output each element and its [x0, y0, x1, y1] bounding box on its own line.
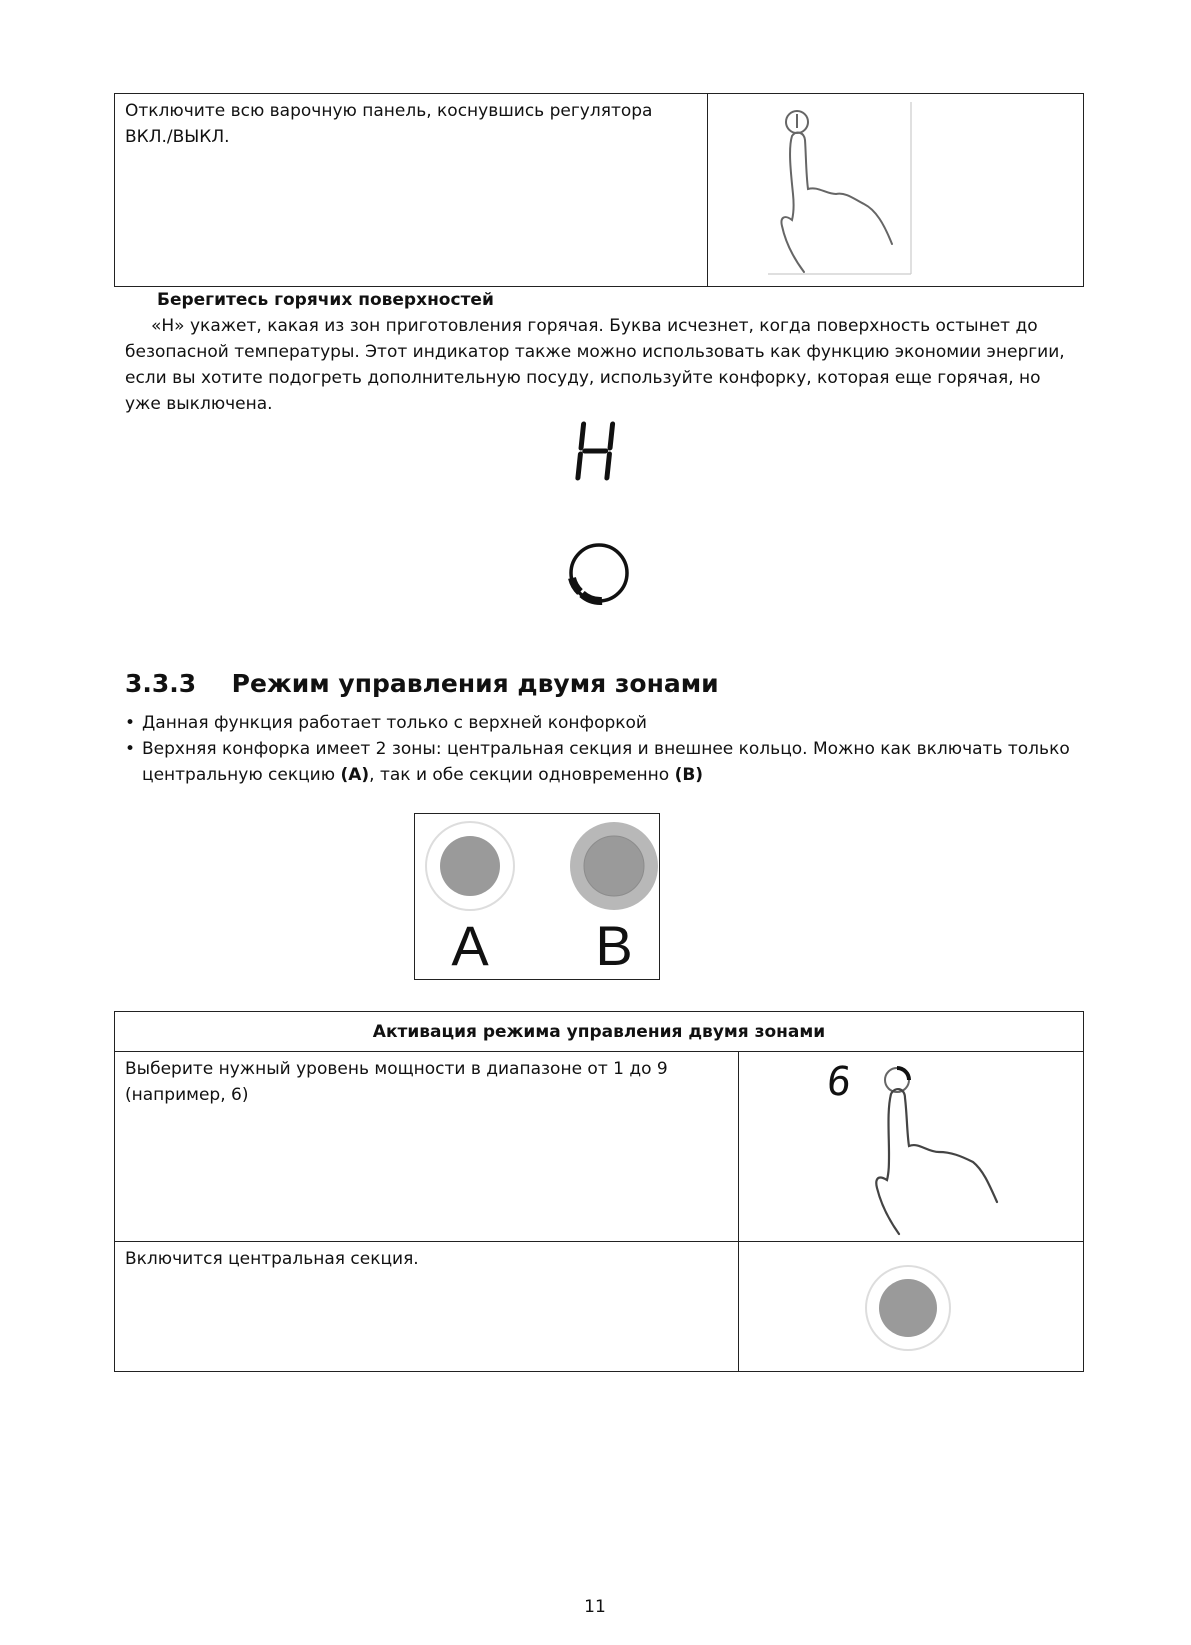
zone-a-label: A: [451, 914, 489, 977]
power-icon: [786, 111, 808, 133]
step-text-center-on: Включится центральная секция.: [125, 1249, 419, 1269]
zone-b-icon: [570, 822, 658, 910]
section-heading: [125, 668, 719, 700]
step-cell: [115, 1052, 739, 1242]
step-illustration-cell: [739, 1242, 1084, 1372]
onoff-instruction-table: [114, 93, 1084, 287]
hot-ring-icon: [566, 540, 632, 606]
pointing-hand-icon: [876, 1089, 997, 1234]
bullet-text-1: Данная функция работает только с верхней конфоркой: [142, 713, 647, 733]
dual-zone-activation-table: [114, 1011, 1084, 1372]
illustration-cell: [707, 94, 1083, 287]
instruction-cell: [115, 94, 708, 287]
finger-touch-power-illustration: [708, 94, 1083, 282]
warning-paragraph: [125, 313, 1080, 417]
zone-a-icon: [426, 822, 514, 910]
bullet-text-2: Верхняя конфорка имеет 2 зоны: центральная секция и внешнее кольцо. Можно как включать только центральную секцию (A), так и обе секции одновременно (B): [142, 739, 1070, 785]
section-title: Режим управления двумя зонами: [231, 669, 719, 698]
step-illustration-cell: [739, 1052, 1084, 1242]
zone-mode-figure: [414, 813, 660, 980]
step-text-select-power: Выберите нужный уровень мощности в диапазоне от 1 до 9 (например, 6): [125, 1059, 668, 1105]
instruction-text: Отключите всю варочную панель, коснувшись регулятора ВКЛ./ВЫКЛ.: [125, 101, 653, 147]
step-cell: [115, 1242, 739, 1372]
section-number: 3.3.3: [125, 669, 197, 698]
zone-b-label: B: [595, 914, 633, 977]
pointing-hand-icon: [781, 133, 892, 272]
central-zone-on-icon: [739, 1242, 1083, 1370]
warning-heading: Берегитесь горячих поверхностей: [157, 290, 494, 310]
bullet-item: • Данная функция работает только с верхней конфоркой: [125, 710, 1085, 736]
power-level-digit: 6: [824, 1059, 854, 1105]
bullet-list: [125, 710, 1085, 788]
warning-text: «Н» укажет, какая из зон приготовления горячая. Буква исчезнет, когда поверхность остынет до безопасной температуры. Этот индикатор также можно использовать как функцию экономии энергии, если вы хотите подогреть дополнительную посуду, используйте конфорку, которая еще горячая, но уже выключена.: [125, 316, 1065, 414]
page-number: 11: [584, 1597, 606, 1617]
table-header: Активация режима управления двумя зонами: [372, 1021, 826, 1042]
hot-indicator-display: [575, 420, 619, 484]
bullet-item: • Верхняя конфорка имеет 2 зоны: центральная секция и внешнее кольцо. Можно как включать только центральную секцию (A), так и обе секции одновременно (B): [125, 736, 1085, 788]
table-header-cell: [115, 1012, 1084, 1052]
